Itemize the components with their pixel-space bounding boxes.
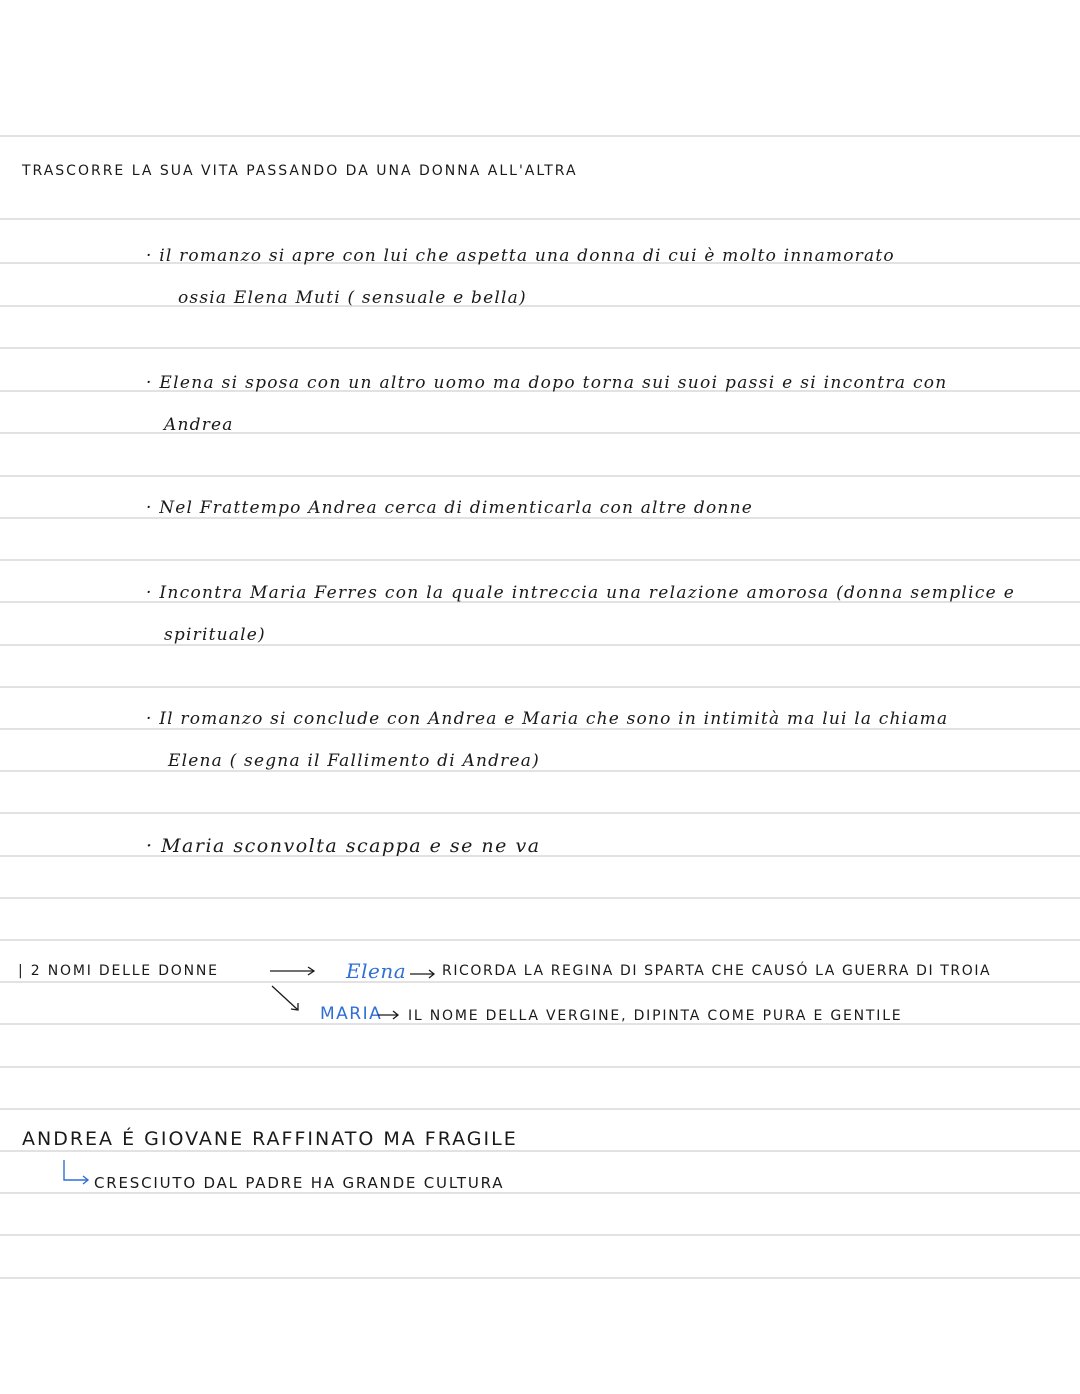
- elena-description: RICORDA LA REGINA DI SPARTA CHE CAUSÓ LA GUERRA DI TROIA: [442, 963, 992, 979]
- arrow-right-icon: [376, 1008, 406, 1022]
- page-heading: TRASCORRE LA SUA VITA PASSANDO DA UNA DONNA ALL'ALTRA: [22, 163, 578, 179]
- elena-name: Elena: [346, 959, 407, 983]
- andrea-line-2: CRESCIUTO DAL PADRE HA GRANDE CULTURA: [94, 1174, 505, 1192]
- names-label: | 2 NOMI DELLE DONNE: [18, 963, 219, 979]
- bullet-4-line-2: spirituale): [164, 625, 266, 645]
- arrow-return-icon: [58, 1158, 94, 1188]
- bullet-5-line-2: Elena ( segna il Fallimento di Andrea): [168, 751, 540, 771]
- arrow-right-icon: [408, 967, 438, 981]
- bullet-3-line-1: · Nel Frattempo Andrea cerca di dimenticarla con altre donne: [146, 498, 753, 518]
- arrow-icon: [268, 962, 328, 1022]
- maria-name: MARIA: [320, 1004, 383, 1024]
- andrea-line-1: ANDREA É GIOVANE RAFFINATO MA FRAGILE: [22, 1128, 518, 1150]
- bullet-1-line-2: ossia Elena Muti ( sensuale e bella): [178, 288, 527, 308]
- bullet-4-line-1: · Incontra Maria Ferres con la quale intreccia una relazione amorosa (donna semplice e: [146, 583, 1016, 603]
- bullet-1-line-1: · il romanzo si apre con lui che aspetta una donna di cui è molto innamorato: [146, 246, 895, 266]
- bullet-2-line-2: Andrea: [164, 415, 234, 435]
- maria-description: IL NOME DELLA VERGINE, DIPINTA COME PURA E GENTILE: [408, 1008, 903, 1024]
- bullet-6-line-1: · Maria sconvolta scappa e se ne va: [146, 835, 541, 857]
- bullet-2-line-1: · Elena si sposa con un altro uomo ma dopo torna sui suoi passi e si incontra con: [146, 373, 948, 393]
- bullet-5-line-1: · Il romanzo si conclude con Andrea e Maria che sono in intimità ma lui la chiama: [146, 709, 949, 729]
